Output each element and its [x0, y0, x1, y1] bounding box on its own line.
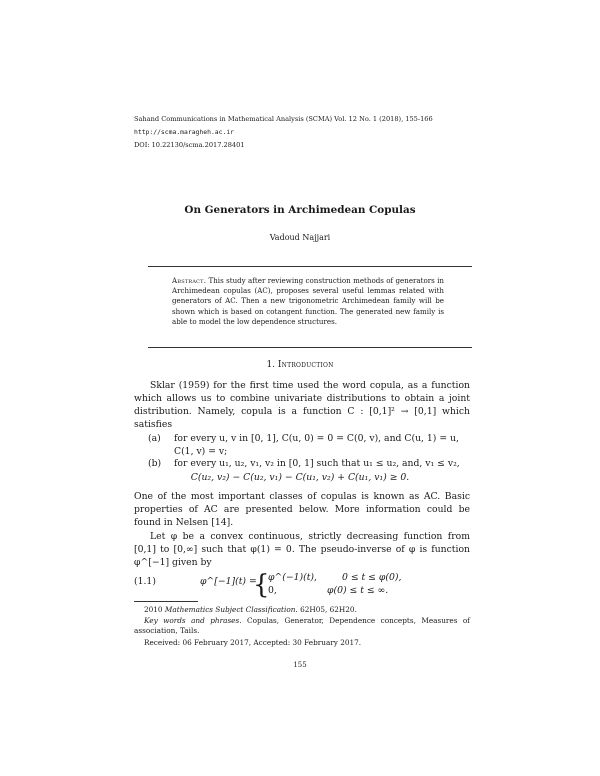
list-item-b-label: (b): [148, 458, 162, 469]
display-equation: C(u₂, v₂) − C(u₂, v₁) − C(u₁, v₂) + C(u₁, v₁) ≥ 0.: [190, 472, 410, 483]
journal-url[interactable]: http://scma.maragheh.ac.ir: [134, 128, 235, 136]
equation-lhs: φ^[−1](t) =: [200, 576, 257, 587]
paper-title: On Generators in Archimedean Copulas: [184, 204, 416, 216]
journal-line: Sahand Communications in Mathematical Analysis (SCMA) Vol. 12 No. 1 (2018), 155-166: [134, 115, 433, 123]
msc-year: 2010: [144, 605, 163, 614]
keywords-label: Key words and phrases.: [144, 616, 242, 625]
case-1-value: φ^(−1)(t),: [268, 572, 317, 583]
cases-brace: {: [253, 570, 270, 600]
paragraph-2: One of the most important classes of copulas is known as AC. Basic properties of AC are presented below. More information could be found in Nelsen [14].: [134, 491, 470, 528]
footnote-rule: [134, 601, 198, 602]
footnote-received: Received: 06 February 2017, Accepted: 30 February 2017.: [144, 638, 362, 647]
equation-number: (1.1): [134, 576, 156, 587]
msc-codes: 62H05, 62H20.: [300, 605, 357, 614]
paragraph-1: Sklar (1959) for the first time used the word copula, as a function which allows us to combine univariate distributions to obtain a joint distribution. Namely, copula is a function C : [0,1]² → [0,1] which satisfies: [134, 380, 470, 430]
case-2-condition: φ(0) ≤ t ≤ ∞.: [327, 585, 389, 596]
section-heading: [0, 360, 600, 370]
paper-author: Vadoud Najjari: [269, 233, 331, 242]
section-number: 1.: [266, 360, 276, 370]
case-1-condition: 0 ≤ t ≤ φ(0),: [342, 572, 402, 583]
abstract-text: This study after reviewing construction methods of generators in Archimedean copulas (AC), proposes several useful lemmas related with generators of AC. Then a new trigonometric Archimedean family will be shown which is based on cotangent function. The generated new family is able to model the low dependence structures.: [172, 276, 444, 326]
page-number: 155: [293, 661, 307, 669]
case-2-value: 0,: [268, 585, 277, 596]
abstract: [172, 276, 444, 327]
abstract-label: Abstract.: [172, 276, 207, 285]
doi-line[interactable]: DOI: 10.22130/scma.2017.28401: [134, 141, 245, 149]
list-item-a-text: for every u, v in [0, 1], C(u, 0) = 0 = C(0, v), and C(u, 1) = u, C(1, v) = v;: [174, 433, 459, 457]
list-item-b-text: for every u₁, u₂, v₁, v₂ in [0, 1] such that u₁ ≤ u₂, and, v₁ ≤ v₂,: [174, 458, 460, 469]
abstract-bottom-rule: [148, 347, 472, 348]
footnote-msc: [134, 605, 470, 615]
paragraph-3: Let φ be a convex continuous, strictly decreasing function from [0,1] to [0,∞] such that φ(1) = 0. The pseudo-inverse of φ is function φ^[−1] given by: [134, 531, 470, 568]
msc-label: Mathematics Subject Classification.: [164, 605, 298, 614]
list-item-a-label: (a): [148, 433, 161, 444]
footnote-keywords: [134, 616, 470, 637]
abstract-top-rule: [148, 266, 472, 267]
keywords-text: Copulas, Generator, Dependence concepts, Measures of association, Tails.: [134, 616, 470, 636]
section-title: Introduction: [277, 360, 334, 370]
